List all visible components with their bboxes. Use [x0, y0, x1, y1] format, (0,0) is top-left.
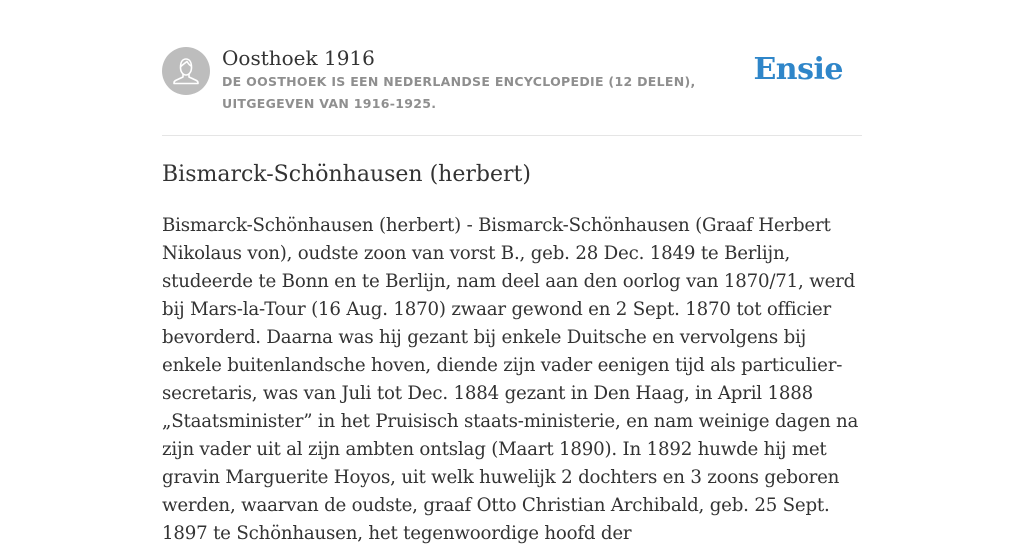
avatar[interactable]: [162, 47, 210, 95]
ensie-logo[interactable]: Ensie: [753, 52, 843, 87]
content-container: [162, 0, 862, 544]
source-description: DE OOSTHOEK IS EEN NEDERLANDSE ENCYCLOPEDIE (12 DELEN), UITGEGEVEN VAN 1916-1925.: [222, 74, 696, 111]
article-title: Bismarck-Schönhausen (herbert): [162, 162, 531, 187]
source-title[interactable]: Oosthoek 1916: [222, 46, 375, 70]
source-info: [222, 45, 762, 115]
article-body: Bismarck-Schönhausen (herbert) - Bismarck-Schönhausen (Graaf Herbert Nikolaus von), oudste zoon van vorst B., geb. 28 Dec. 1849 te Berlijn, studeerde te Bonn en te Berlijn, nam deel aan den oorlog van 1870/71, werd bij Mars-la-Tour (16 Aug. 1870) zwaar gewond en 2 Sept. 1870 tot officier bevorderd. Daarna was hij gezant bij enkele Duitsche en vervolgens bij enkele buitenlandsche hoven, diende zijn vader eenigen tijd als particulier-secretaris, was van Juli tot Dec. 1884 gezant in Den Haag, in April 1888 „Staatsminister” in het Pruisisch staats-ministerie, en nam weinige dagen na zijn vader uit al zijn ambten ontslag (Maart 1890). In 1892 huwde hij met gravin Marguerite Hoyos, uit welk huwelijk 2 dochters en 3 zoons geboren werden, waarvan de oudste, graaf Otto Christian Archibald, geb. 25 Sept. 1897 te Schönhausen, het tegenwoordige hoofd der: [162, 215, 859, 544]
source-header: [162, 0, 862, 136]
user-icon: [162, 47, 210, 95]
